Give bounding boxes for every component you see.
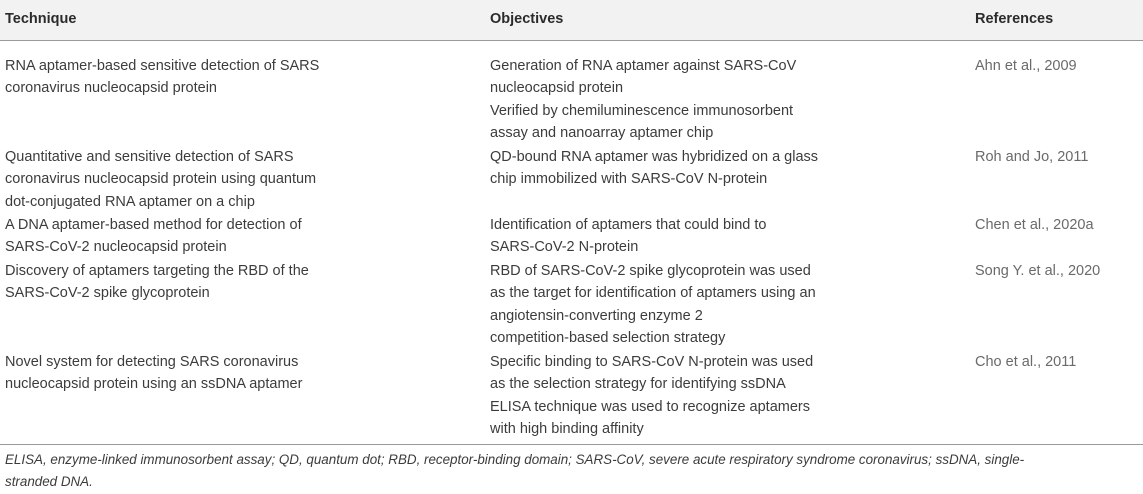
objectives-cell bbox=[490, 214, 960, 259]
objectives-line: Specific binding to SARS-CoV N-protein was used bbox=[490, 354, 814, 370]
table-footnote bbox=[5, 449, 1140, 493]
technique-cell bbox=[5, 146, 455, 213]
objectives-line: as the selection strategy for identifying ssDNA bbox=[490, 376, 786, 393]
objectives-line: Verified by chemiluminescence immunosorbent bbox=[490, 102, 794, 119]
technique-line: RNA aptamer-based sensitive detection of SARS bbox=[5, 58, 320, 74]
technique-line: coronavirus nucleocapsid protein bbox=[5, 80, 217, 97]
objectives-cell bbox=[490, 146, 960, 191]
reference-cell: Song Y. et al., 2020 bbox=[975, 263, 1101, 279]
technique-cell bbox=[5, 55, 455, 100]
reference-cell: Ahn et al., 2009 bbox=[975, 58, 1077, 74]
reference-cell: Cho et al., 2011 bbox=[975, 354, 1077, 370]
objectives-cell bbox=[490, 260, 960, 350]
objectives-line: RBD of SARS-CoV-2 spike glycoprotein was used bbox=[490, 263, 811, 279]
objectives-line: competition-based selection strategy bbox=[490, 330, 726, 347]
footnote-line: ELISA, enzyme-linked immunosorbent assay; QD, quantum dot; RBD, receptor-binding domain; SARS-CoV, severe acute respiratory syndrome coronavirus; ssDNA, single- bbox=[5, 452, 1025, 467]
objectives-line: ELISA technique was used to recognize aptamers bbox=[490, 398, 810, 415]
footnote-line: stranded DNA. bbox=[5, 474, 93, 489]
header-technique: Technique bbox=[5, 11, 77, 27]
objectives-line: with high binding affinity bbox=[490, 421, 644, 438]
technique-line: Discovery of aptamers targeting the RBD of the bbox=[5, 263, 309, 279]
technique-line: A DNA aptamer-based method for detection of bbox=[5, 217, 302, 233]
objectives-cell bbox=[490, 351, 960, 441]
technique-line: Novel system for detecting SARS coronavirus bbox=[5, 354, 299, 370]
header-objectives: Objectives bbox=[490, 11, 564, 27]
technique-cell bbox=[5, 351, 455, 396]
objectives-line: nucleocapsid protein bbox=[490, 80, 624, 97]
reference-cell: Chen et al., 2020a bbox=[975, 217, 1094, 233]
table-header bbox=[0, 0, 1143, 41]
technique-cell bbox=[5, 214, 455, 259]
technique-line: dot-conjugated RNA aptamer on a chip bbox=[5, 193, 255, 210]
header-references: References bbox=[975, 11, 1054, 27]
objectives-line: QD-bound RNA aptamer was hybridized on a glass bbox=[490, 149, 819, 165]
technique-cell bbox=[5, 260, 455, 305]
technique-line: coronavirus nucleocapsid protein using quantum bbox=[5, 171, 317, 188]
objectives-line: assay and nanoarray aptamer chip bbox=[490, 125, 714, 142]
technique-line: nucleocapsid protein using an ssDNA aptamer bbox=[5, 376, 303, 393]
objectives-line: as the target for identification of aptamers using an bbox=[490, 285, 816, 302]
objectives-line: Generation of RNA aptamer against SARS-CoV bbox=[490, 58, 797, 74]
objectives-line: Identification of aptamers that could bind to bbox=[490, 217, 767, 233]
technique-line: SARS-CoV-2 nucleocapsid protein bbox=[5, 239, 227, 256]
objectives-line: angiotensin-converting enzyme 2 bbox=[490, 307, 703, 324]
table-bottom-rule bbox=[0, 444, 1143, 445]
objectives-cell bbox=[490, 55, 960, 145]
reference-cell: Roh and Jo, 2011 bbox=[975, 149, 1089, 165]
technique-line: SARS-CoV-2 spike glycoprotein bbox=[5, 285, 210, 302]
objectives-line: SARS-CoV-2 N-protein bbox=[490, 239, 639, 256]
technique-line: Quantitative and sensitive detection of SARS bbox=[5, 149, 294, 165]
objectives-line: chip immobilized with SARS-CoV N-protein bbox=[490, 171, 768, 188]
